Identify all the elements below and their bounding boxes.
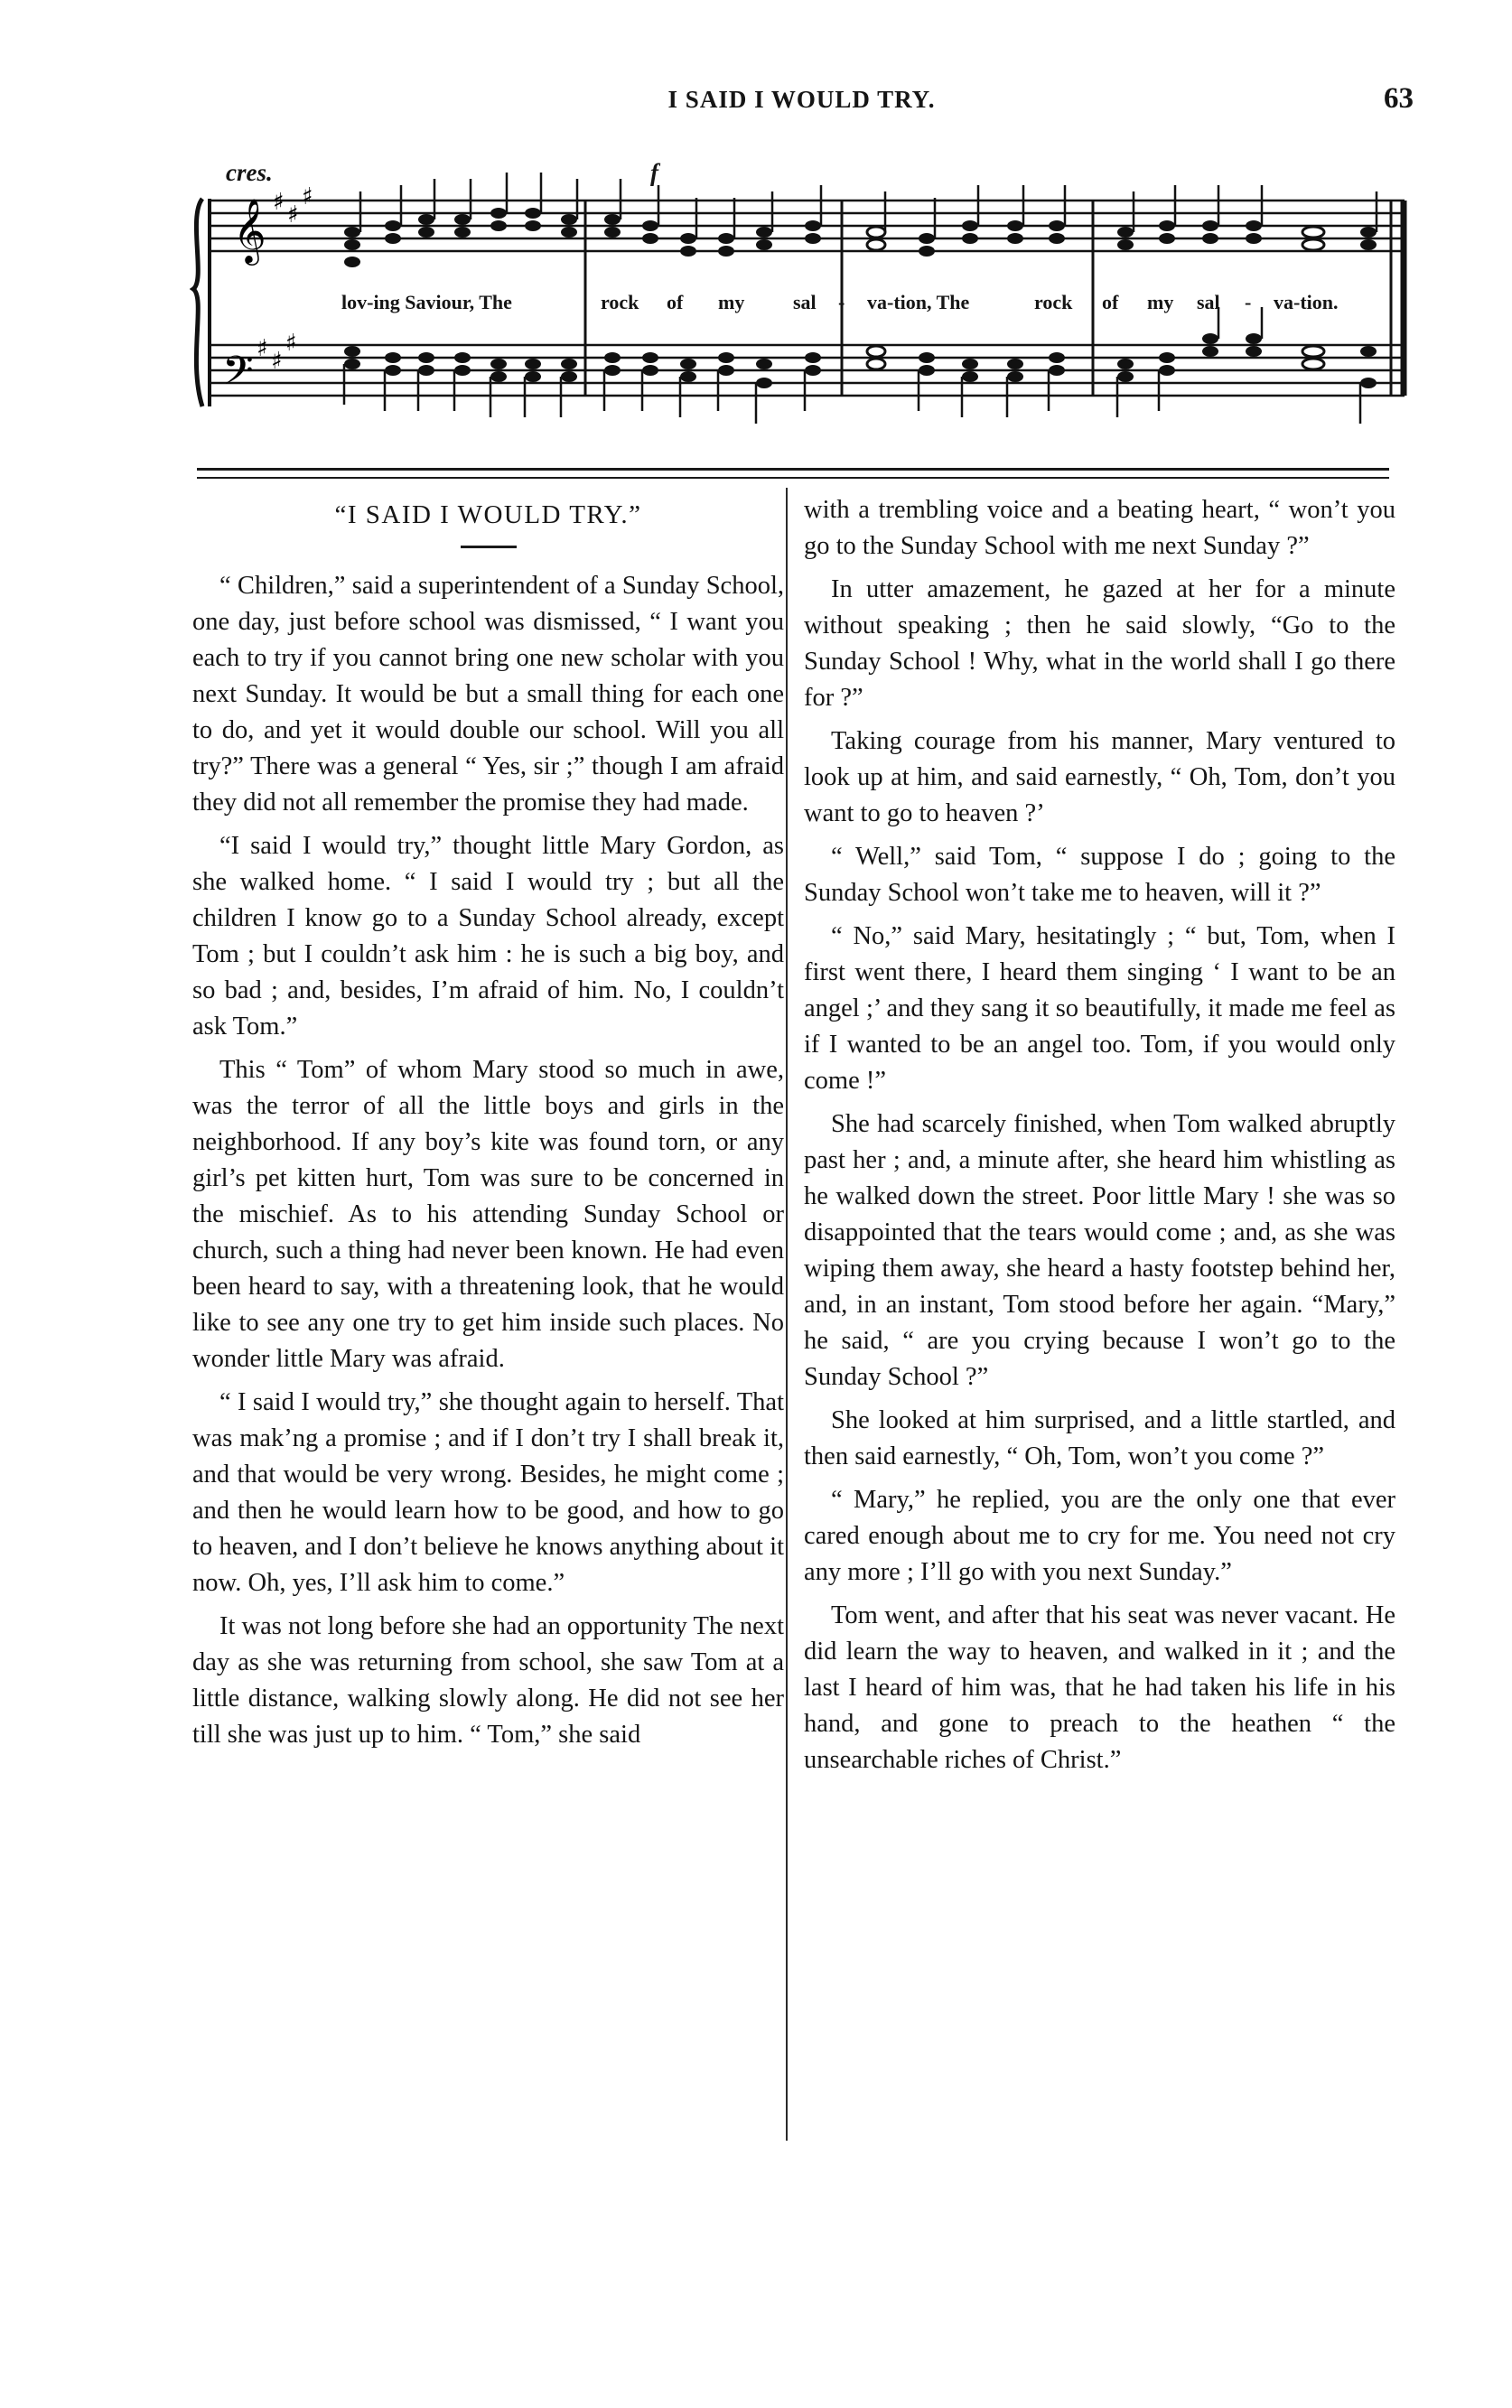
music-score <box>190 135 1414 470</box>
paragraph: This “ Tom” of whom Mary stood so much in awe, was the terror of all the little boys and girls in the neighborhood. If any boy’s kite was found torn, or any girl’s pet kitten hurt, Tom was sure to be concerned in the mischief. As to his attending Sunday School or church, such a thing had never been known. He had even been heard to say, with a threatening look, that he would like to see any one try to get him inside such places. No wonder little Mary was afraid. <box>192 1056 784 1373</box>
column-rule <box>786 488 788 2141</box>
lyric-syllable: my <box>718 291 745 313</box>
paragraph: Tom went, and after that his seat was never vacant. He did learn the way to heaven, and walked in it ; and the last I heard of him was, that he had taken his life in his hand, and gone to preach to the heathen “ the unsearchable riches of Christ.” <box>804 1601 1395 1774</box>
page-number: 63 <box>1384 82 1414 115</box>
lyric-syllable: va-tion, The <box>867 291 970 313</box>
paragraph: “ No,” said Mary, hesitatingly ; “ but, Tom, when I first went there, I heard them singing ‘ I want to be an angel ;’ and they sang it so beautifully, it made me feel as if I wanted to be an angel too. Tom, if you would only come !” <box>804 922 1395 1095</box>
lyric-syllable: of <box>667 291 684 313</box>
svg-text:♯: ♯ <box>302 183 313 210</box>
lyric-syllable: lov-ing Saviour, The <box>341 291 512 313</box>
svg-text:♯: ♯ <box>257 335 268 362</box>
paragraph: “ Well,” said Tom, “ suppose I do ; going to the Sunday School won’t take me to heaven, will it ?” <box>804 843 1395 907</box>
title-rule <box>461 546 517 548</box>
paragraph: Taking courage from his manner, Mary ventured to look up at him, and said earnestly, “ Oh, Tom, don’t you want to go to heaven ?’ <box>804 727 1395 827</box>
paragraph: “ Children,” said a superintendent of a Sunday School, one day, just before school was dismissed, “ I want you each to try if you cannot bring one new scholar with you next Sunday. It would be but a small thing for each one to do, and yet it would double our school. Will you all try?” There was a general “ Yes, sir ;” though I am afraid they did not all remember the promise they had made. <box>192 572 784 817</box>
forte-marking: f <box>650 159 658 186</box>
lyric-syllable: - <box>838 291 845 313</box>
lyric-syllable: my <box>1147 291 1174 313</box>
running-title: I SAID I WOULD TRY. <box>667 86 936 113</box>
article-right-column <box>804 492 1395 1786</box>
bass-notes <box>344 333 1377 388</box>
lyric-syllable: sal <box>1197 291 1220 313</box>
svg-text:♯: ♯ <box>271 348 283 375</box>
lyric-syllable: rock <box>601 291 639 313</box>
paragraph: She looked at him surprised, and a little startled, and then said earnestly, “ Oh, Tom, won’t you come ?” <box>804 1406 1395 1470</box>
lyric-syllable: sal <box>793 291 817 313</box>
section-divider <box>197 477 1389 479</box>
staff-brace <box>193 199 202 406</box>
section-divider <box>197 468 1389 471</box>
paragraph: In utter amazement, he gazed at her for a minute without speaking ; then he said slowly, “Go to the Sunday School ! Why, what in the world shall I go there for ?” <box>804 575 1395 712</box>
svg-text:♯: ♯ <box>273 189 285 216</box>
lyric-syllable: va-tion. <box>1274 291 1339 313</box>
lyric-syllable: - <box>1245 291 1252 313</box>
crescendo-marking: cres. <box>226 159 273 186</box>
treble-clef-icon: 𝄞 <box>233 197 266 263</box>
svg-text:♯: ♯ <box>287 201 299 229</box>
paragraph: “I said I would try,” thought little Mary Gordon, as she walked home. “ I said I would try ; but all the children I know go to a Sunday School already, except Tom ; but I couldn’t ask him : he is such a big boy, and so bad ; and, besides, I’m afraid of him. No, I couldn’t ask Tom.” <box>192 832 784 1041</box>
lyric-syllable: of <box>1102 291 1119 313</box>
svg-text:♯: ♯ <box>285 330 297 357</box>
article-left-column <box>192 492 784 1760</box>
paragraph: She had scarcely finished, when Tom walked abruptly past her ; and, a minute after, she heard him whistling as he walked down the street. Poor little Mary ! she was so disappointed that the tears would come ; and, as she was wiping them away, she heard a hasty footstep behind her, and, in an instant, Tom stood before her again. “Mary,” he said, “ are you crying because I won’t go to the Sunday School ?” <box>804 1110 1395 1391</box>
paragraph: “ Mary,” he replied, you are the only one that ever cared enough about me to cry for me. You need not cry any more ; I’ll go with you next Sunday.” <box>804 1486 1395 1586</box>
paragraph-continuation: with a trembling voice and a beating heart, “ won’t you go to the Sunday School with me next Sunday ?” <box>804 496 1395 560</box>
article-title: “I SAID I WOULD TRY.” <box>334 500 642 529</box>
page-header <box>190 82 1414 131</box>
bass-clef-icon: 𝄢 <box>222 347 254 404</box>
paragraph: “ I said I would try,” she thought again to herself. That was mak’ng a promise ; and if I don’t try I shall break it, and that would be very wrong. Besides, he might come ; and then he would learn how to be good, and how to go to heaven, and I don’t believe he knows anything about it now. Oh, yes, I’ll ask him to come.” <box>192 1388 784 1597</box>
paragraph: It was not long before she had an opportunity The next day as she was returning from school, she saw Tom at a little distance, walking slowly along. He did not see her till she was just up to him. “ Tom,” she said <box>192 1612 784 1749</box>
lyric-syllable: rock <box>1034 291 1073 313</box>
